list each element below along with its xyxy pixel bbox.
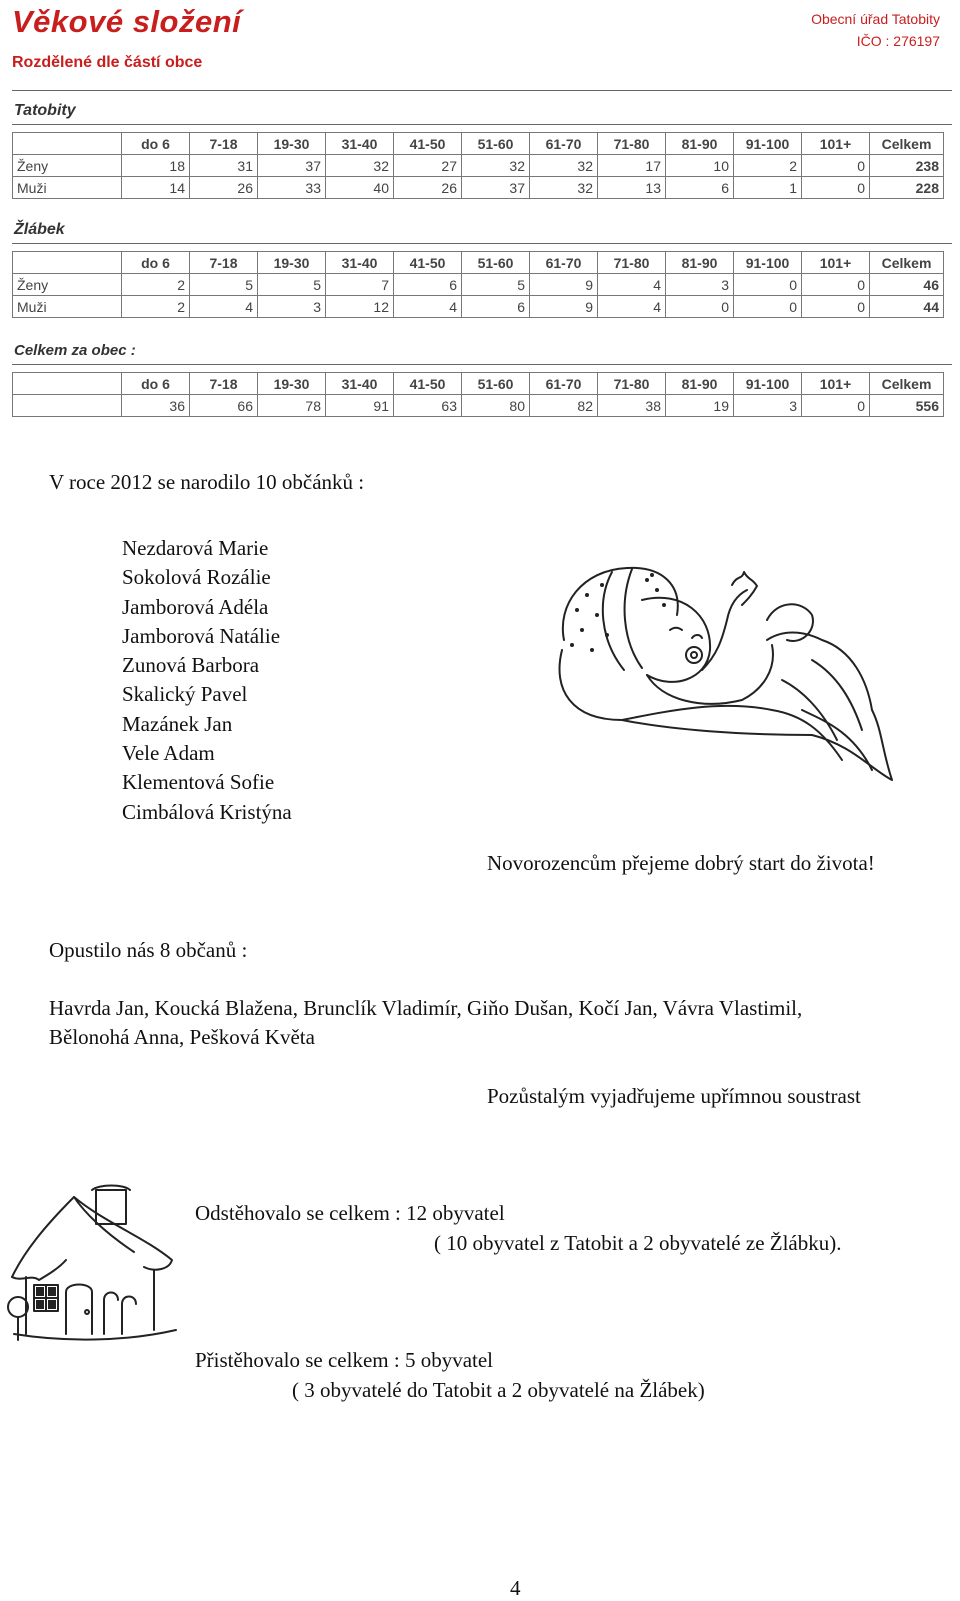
table-cell: 5 bbox=[258, 274, 326, 296]
table-cell: 6 bbox=[666, 177, 734, 199]
table-cell: 4 bbox=[394, 296, 462, 318]
column-header: do 6 bbox=[122, 373, 190, 395]
table-row bbox=[13, 296, 944, 318]
row-label: Ženy bbox=[13, 274, 122, 296]
header-divider bbox=[12, 90, 952, 91]
column-header: do 6 bbox=[122, 252, 190, 274]
table-cell: 2 bbox=[122, 274, 190, 296]
column-header: 41-50 bbox=[394, 252, 462, 274]
table-corner-cell bbox=[13, 133, 122, 155]
moved-out-total: Odstěhovalo se celkem : 12 obyvatel bbox=[195, 1201, 505, 1225]
table-cell: 31 bbox=[190, 155, 258, 177]
table-cell: 6 bbox=[394, 274, 462, 296]
column-header: 51-60 bbox=[462, 252, 530, 274]
column-header: 61-70 bbox=[530, 133, 598, 155]
zlabek-age-table bbox=[12, 251, 944, 318]
list-item: Mazánek Jan bbox=[122, 711, 233, 736]
table-corner-cell bbox=[13, 252, 122, 274]
births-heading: V roce 2012 se narodilo 10 občánků : bbox=[49, 470, 365, 494]
column-header-total: Celkem bbox=[870, 252, 944, 274]
table-cell: 2 bbox=[734, 155, 802, 177]
births-list bbox=[122, 534, 292, 827]
column-header-total: Celkem bbox=[870, 373, 944, 395]
column-header: 41-50 bbox=[394, 373, 462, 395]
table-cell: 4 bbox=[598, 274, 666, 296]
table-cell: 37 bbox=[462, 177, 530, 199]
row-label: Muži bbox=[13, 177, 122, 199]
column-header: 71-80 bbox=[598, 252, 666, 274]
table-cell: 9 bbox=[530, 274, 598, 296]
table-cell: 12 bbox=[326, 296, 394, 318]
office-ico: IČO : 276197 bbox=[856, 33, 940, 49]
row-label bbox=[13, 395, 122, 417]
list-item: Jamborová Natálie bbox=[122, 623, 281, 648]
table-cell: 9 bbox=[530, 296, 598, 318]
table-cell: 27 bbox=[394, 155, 462, 177]
table-cell: 18 bbox=[122, 155, 190, 177]
column-header: 91-100 bbox=[734, 133, 802, 155]
table-cell: 17 bbox=[598, 155, 666, 177]
page-subtitle: Rozdělené dle částí obce bbox=[12, 54, 203, 71]
table-row bbox=[13, 395, 944, 417]
table-cell: 3 bbox=[734, 395, 802, 417]
column-header: 7-18 bbox=[190, 373, 258, 395]
table-cell: 78 bbox=[258, 395, 326, 417]
list-item: Cimbálová Kristýna bbox=[122, 799, 292, 824]
column-header: 19-30 bbox=[258, 252, 326, 274]
table-cell: 7 bbox=[326, 274, 394, 296]
table-cell: 19 bbox=[666, 395, 734, 417]
table-cell-total: 46 bbox=[870, 274, 944, 296]
column-header: 91-100 bbox=[734, 373, 802, 395]
deaths-names-line2: Bělonohá Anna, Pešková Květa bbox=[49, 1025, 315, 1049]
list-item: Skalický Pavel bbox=[122, 682, 248, 707]
table-header-row bbox=[13, 252, 944, 274]
section-label-total: Celkem za obec : bbox=[14, 342, 136, 359]
column-header: 31-40 bbox=[326, 133, 394, 155]
column-header: 81-90 bbox=[666, 252, 734, 274]
column-header: 51-60 bbox=[462, 133, 530, 155]
column-header: 101+ bbox=[802, 252, 870, 274]
table-cell: 0 bbox=[802, 177, 870, 199]
table-cell: 0 bbox=[802, 395, 870, 417]
table-cell: 0 bbox=[734, 274, 802, 296]
list-item: Klementová Sofie bbox=[122, 770, 275, 795]
births-wish: Novorozencům přejeme dobrý start do života! bbox=[487, 851, 875, 875]
table-cell: 63 bbox=[394, 395, 462, 417]
column-header: 19-30 bbox=[258, 373, 326, 395]
column-header: 81-90 bbox=[666, 133, 734, 155]
house-illustration bbox=[4, 1182, 182, 1350]
table-cell: 4 bbox=[190, 296, 258, 318]
page-number: 4 bbox=[510, 1576, 521, 1600]
table-row bbox=[13, 155, 944, 177]
table-cell: 37 bbox=[258, 155, 326, 177]
column-header: 31-40 bbox=[326, 252, 394, 274]
row-label: Muži bbox=[13, 296, 122, 318]
table-cell: 32 bbox=[462, 155, 530, 177]
table-cell-total: 228 bbox=[870, 177, 944, 199]
table-row bbox=[13, 274, 944, 296]
table-cell: 26 bbox=[190, 177, 258, 199]
table-cell: 32 bbox=[530, 177, 598, 199]
section-label-zlabek: Žlábek bbox=[14, 221, 65, 238]
table-corner-cell bbox=[13, 373, 122, 395]
table-cell: 36 bbox=[122, 395, 190, 417]
table-cell-total: 556 bbox=[870, 395, 944, 417]
deaths-heading: Opustilo nás 8 občanů : bbox=[49, 938, 248, 962]
table-cell: 26 bbox=[394, 177, 462, 199]
table-cell-total: 238 bbox=[870, 155, 944, 177]
office-info bbox=[811, 8, 940, 52]
column-header: 91-100 bbox=[734, 252, 802, 274]
baby-illustration bbox=[552, 560, 902, 792]
table-row bbox=[13, 177, 944, 199]
column-header: 41-50 bbox=[394, 133, 462, 155]
list-item: Sokolová Rozálie bbox=[122, 565, 271, 590]
list-item: Jamborová Adéla bbox=[122, 594, 269, 619]
table-cell: 33 bbox=[258, 177, 326, 199]
table-cell-total: 44 bbox=[870, 296, 944, 318]
table-cell: 1 bbox=[734, 177, 802, 199]
table-cell: 0 bbox=[802, 296, 870, 318]
table-cell: 91 bbox=[326, 395, 394, 417]
section-label-tatobity: Tatobity bbox=[14, 102, 76, 119]
table-cell: 4 bbox=[598, 296, 666, 318]
table-cell: 0 bbox=[734, 296, 802, 318]
moved-in-total: Přistěhovalo se celkem : 5 obyvatel bbox=[195, 1348, 494, 1372]
table-cell: 40 bbox=[326, 177, 394, 199]
list-item: Vele Adam bbox=[122, 741, 215, 766]
column-header: 61-70 bbox=[530, 373, 598, 395]
section-divider bbox=[12, 243, 952, 244]
column-header: 7-18 bbox=[190, 133, 258, 155]
column-header: 61-70 bbox=[530, 252, 598, 274]
table-cell: 5 bbox=[462, 274, 530, 296]
office-name: Obecní úřad Tatobity bbox=[811, 11, 940, 27]
tatobity-age-table bbox=[12, 132, 944, 199]
column-header-total: Celkem bbox=[870, 133, 944, 155]
deaths-names-line1: Havrda Jan, Koucká Blažena, Brunclík Vladimír, Giňo Dušan, Kočí Jan, Vávra Vlastimil, bbox=[49, 996, 803, 1020]
table-cell: 14 bbox=[122, 177, 190, 199]
table-cell: 10 bbox=[666, 155, 734, 177]
row-label: Ženy bbox=[13, 155, 122, 177]
column-header: 71-80 bbox=[598, 133, 666, 155]
table-cell: 2 bbox=[122, 296, 190, 318]
column-header: 101+ bbox=[802, 373, 870, 395]
table-cell: 13 bbox=[598, 177, 666, 199]
table-cell: 0 bbox=[802, 274, 870, 296]
list-item: Nezdarová Marie bbox=[122, 536, 269, 560]
table-cell: 3 bbox=[258, 296, 326, 318]
column-header: 31-40 bbox=[326, 373, 394, 395]
moved-out-detail: ( 10 obyvatel z Tatobit a 2 obyvatelé ze Žlábku). bbox=[434, 1231, 842, 1255]
column-header: 19-30 bbox=[258, 133, 326, 155]
column-header: 81-90 bbox=[666, 373, 734, 395]
column-header: 51-60 bbox=[462, 373, 530, 395]
table-cell: 5 bbox=[190, 274, 258, 296]
list-item: Zunová Barbora bbox=[122, 653, 260, 678]
column-header: 71-80 bbox=[598, 373, 666, 395]
table-cell: 32 bbox=[326, 155, 394, 177]
table-cell: 0 bbox=[802, 155, 870, 177]
deaths-condolence: Pozůstalým vyjadřujeme upřímnou soustrast bbox=[487, 1084, 861, 1108]
table-header-row bbox=[13, 133, 944, 155]
table-cell: 0 bbox=[666, 296, 734, 318]
table-cell: 32 bbox=[530, 155, 598, 177]
table-cell: 6 bbox=[462, 296, 530, 318]
section-divider bbox=[12, 364, 952, 365]
moved-in-detail: ( 3 obyvatelé do Tatobit a 2 obyvatelé na Žlábek) bbox=[292, 1378, 705, 1402]
table-cell: 82 bbox=[530, 395, 598, 417]
table-cell: 80 bbox=[462, 395, 530, 417]
column-header: do 6 bbox=[122, 133, 190, 155]
table-cell: 38 bbox=[598, 395, 666, 417]
section-divider bbox=[12, 124, 952, 125]
column-header: 7-18 bbox=[190, 252, 258, 274]
page-title: Věkové složení bbox=[12, 4, 242, 39]
total-age-table bbox=[12, 372, 944, 417]
column-header: 101+ bbox=[802, 133, 870, 155]
table-cell: 66 bbox=[190, 395, 258, 417]
table-header-row bbox=[13, 373, 944, 395]
table-cell: 3 bbox=[666, 274, 734, 296]
